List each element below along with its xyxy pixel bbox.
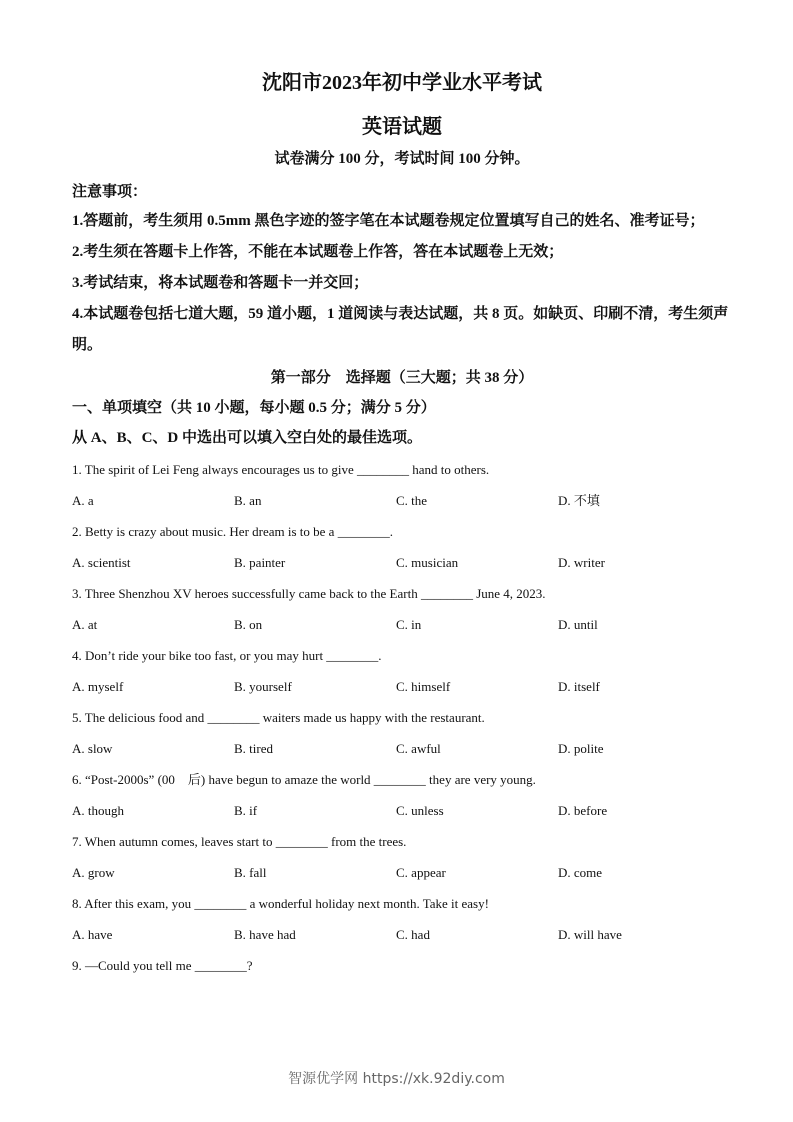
option-c: C. appear (396, 865, 446, 880)
notice-item: 3.考试结束，将本试题卷和答题卡一并交回； (72, 275, 369, 291)
option-b: B. have had (234, 927, 296, 942)
question-stem: 6. “Post-2000s” (00 后) have begun to amaze the world ________ they are very young. (72, 772, 536, 787)
option-d: D. polite (558, 741, 604, 756)
watermark-footer: 智源优学网 https://xk.92diy.com (288, 1071, 505, 1087)
notice-item: 2.考生须在答题卡上作答，不能在本试题卷上作答，答在本试题卷上无效； (72, 244, 564, 260)
option-d: D. 不填 (558, 493, 600, 508)
question-options (72, 547, 732, 578)
option-c: C. in (396, 617, 422, 632)
question-stem: 8. After this exam, you ________ a wonderful holiday next month. Take it easy! (72, 896, 489, 911)
question-options (72, 671, 732, 702)
question-options (72, 919, 732, 950)
question-options (72, 485, 732, 516)
option-c: C. musician (396, 555, 459, 570)
option-d: D. before (558, 803, 608, 818)
option-c: C. had (396, 927, 430, 942)
question-options (72, 609, 732, 640)
option-a: A. slow (72, 741, 113, 756)
option-a: A. a (72, 493, 94, 508)
option-c: C. himself (396, 679, 451, 694)
option-d: D. come (558, 865, 603, 880)
question-stem: 5. The delicious food and ________ waiters made us happy with the restaurant. (72, 710, 485, 725)
option-b: B. an (234, 493, 262, 508)
question-options (72, 857, 732, 888)
question-options (72, 795, 732, 826)
question-stem: 2. Betty is crazy about music. Her dream is to be a ________. (72, 524, 393, 539)
part-title: 第一部分 选择题（三大题；共 38 分） (270, 370, 534, 386)
option-a: A. grow (72, 865, 115, 880)
option-b: B. tired (234, 741, 273, 756)
option-a: A. scientist (72, 555, 131, 570)
option-c: C. awful (396, 741, 441, 756)
exam-title: 沈阳市2023年初中学业水平考试 (262, 72, 542, 94)
notice-item: 1.答题前，考生须用 0.5mm 黑色字迹的签字笔在本试题卷规定位置填写自己的姓名、准考证号； (72, 213, 705, 229)
question-stem: 7. When autumn comes, leaves start to ________ from the trees. (72, 834, 407, 849)
option-b: B. yourself (234, 679, 292, 694)
option-d: D. writer (558, 555, 605, 570)
option-d: D. will have (558, 927, 622, 942)
option-a: A. at (72, 617, 98, 632)
option-a: A. have (72, 927, 113, 942)
question-stem: 3. Three Shenzhou XV heroes successfully came back to the Earth ________ June 4, 2023. (72, 586, 546, 601)
exam-subtitle: 英语试题 (362, 116, 442, 138)
question-options (72, 733, 732, 764)
option-b: B. fall (234, 865, 267, 880)
score-line: 试卷满分 100 分，考试时间 100 分钟。 (274, 151, 530, 167)
question-stem: 1. The spirit of Lei Feng always encourages us to give ________ hand to others. (72, 462, 490, 477)
option-d: D. until (558, 617, 598, 632)
question-stem: 9. —Could you tell me ________? (72, 958, 253, 973)
option-b: B. if (234, 803, 258, 818)
option-b: B. painter (234, 555, 286, 570)
option-b: B. on (234, 617, 263, 632)
option-c: C. unless (396, 803, 444, 818)
question-stem: 4. Don’t ride your bike too fast, or you may hurt ________. (72, 648, 382, 663)
notice-item: 4.本试题卷包括七道大题，59 道小题，1 道阅读与表达试题，共 8 页。如缺页、印刷不清，考生须声明。 (72, 306, 729, 353)
exam-page (72, 66, 732, 981)
option-a: A. myself (72, 679, 124, 694)
section-instruction: 从 A、B、C、D 中选出可以填入空白处的最佳选项。 (72, 430, 423, 446)
option-d: D. itself (558, 679, 600, 694)
option-c: C. the (396, 493, 428, 508)
section-title: 一、单项填空（共 10 小题，每小题 0.5 分；满分 5 分） (72, 400, 436, 416)
option-a: A. though (72, 803, 124, 818)
notice-title: 注意事项： (72, 184, 148, 200)
